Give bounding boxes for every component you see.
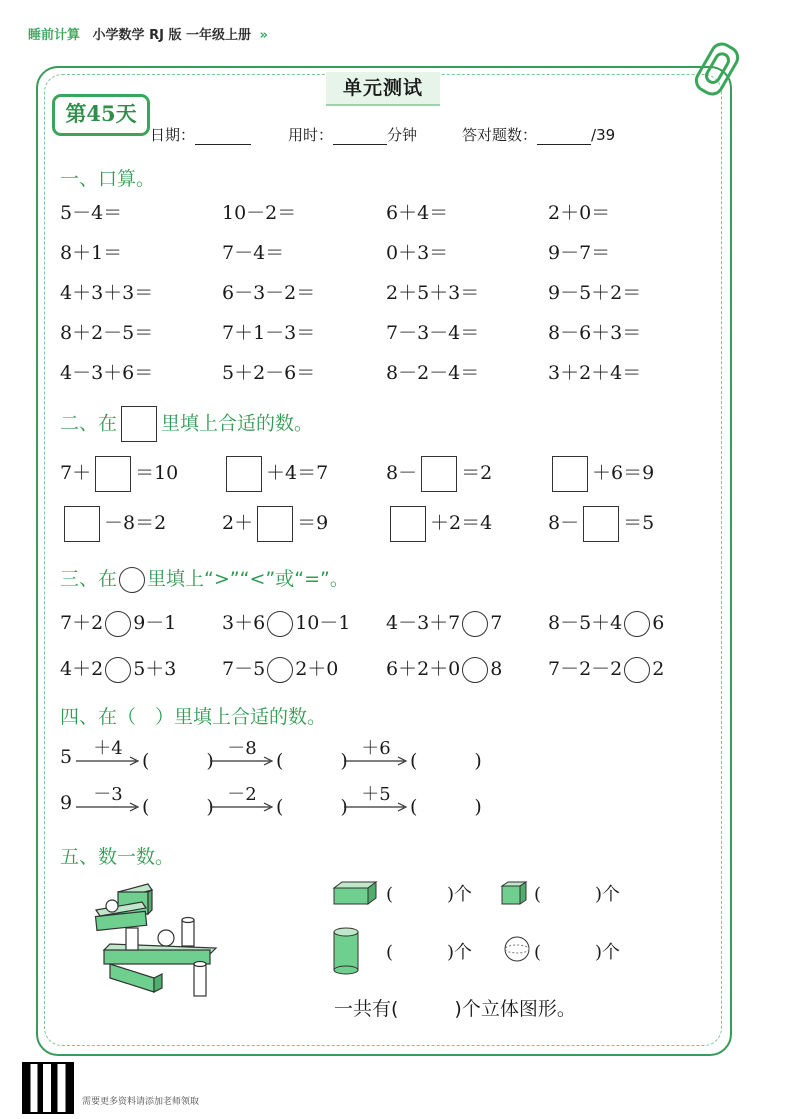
section4-title: 四、在（ ）里填上合适的数。 [60, 706, 327, 728]
oral-problem[interactable]: 6－3－2＝ [222, 282, 316, 304]
cylinder-icon [332, 926, 360, 976]
compare-circle[interactable] [624, 657, 650, 683]
oral-problem[interactable]: 10－2＝ [222, 202, 297, 224]
oral-problem[interactable]: 8＋1＝ [60, 242, 123, 264]
cuboid-icon [332, 880, 378, 906]
time-unit: 分钟 [387, 126, 418, 144]
answer-box[interactable] [552, 456, 588, 492]
oral-problem[interactable]: 0＋3＝ [386, 242, 449, 264]
oral-problem[interactable]: 8－6＋3＝ [548, 322, 642, 344]
oral-problem[interactable]: 7－3－4＝ [386, 322, 480, 344]
fill-box-problem: 7＋ ＝10 [60, 456, 178, 492]
oral-problem[interactable]: 4＋3＋3＝ [60, 282, 154, 304]
answer-paren[interactable]: ( ) [276, 750, 348, 772]
score-field[interactable] [462, 124, 615, 145]
oral-problem[interactable]: 7－4＝ [222, 242, 285, 264]
compare-circle[interactable] [267, 657, 293, 683]
compare-circle[interactable] [105, 611, 131, 637]
answer-paren[interactable]: ( ) [410, 750, 482, 772]
answer-box[interactable] [64, 506, 100, 542]
oral-problem[interactable]: 5－4＝ [60, 202, 123, 224]
total-shapes-question[interactable]: 一共有( )个立体图形。 [334, 998, 576, 1020]
section2-title: 二、在 里填上合适的数。 [60, 406, 313, 442]
answer-paren[interactable]: ( ) [142, 796, 214, 818]
fill-box-problem: 8－ ＝2 [386, 456, 492, 492]
qr-code-icon [22, 1062, 74, 1114]
brand-label: 睡前计算 [28, 28, 81, 43]
oral-problem[interactable]: 2＋0＝ [548, 202, 611, 224]
answer-paren[interactable]: ( ) [276, 796, 348, 818]
oral-problem[interactable]: 9－7＝ [548, 242, 611, 264]
sphere-count[interactable]: ( )个 [534, 942, 621, 963]
compare-problem: 8－5＋4 6 [548, 608, 664, 637]
answer-box[interactable] [390, 506, 426, 542]
score-label: 答对题数： [462, 126, 538, 144]
operation-arrow: ＋4 [76, 738, 140, 768]
oral-problem[interactable]: 4－3＋6＝ [60, 362, 154, 384]
compare-circle[interactable] [267, 611, 293, 637]
time-field[interactable] [288, 124, 417, 145]
oral-problem[interactable]: 8－2－4＝ [386, 362, 480, 384]
page-title: 单元测试 [326, 72, 440, 106]
oral-problem[interactable]: 2＋5＋3＝ [386, 282, 480, 304]
compare-problem: 3＋6 10－1 [222, 608, 350, 637]
compare-problem: 4－3＋7 7 [386, 608, 502, 637]
compare-problem: 6＋2＋0 8 [386, 654, 502, 683]
page-header [28, 24, 268, 43]
cuboid-count[interactable]: ( )个 [386, 884, 473, 905]
circle-icon [119, 567, 145, 593]
oral-problem[interactable]: 3＋2＋4＝ [548, 362, 642, 384]
answer-paren[interactable]: ( ) [410, 796, 482, 818]
chain-start: 5 [60, 746, 73, 768]
oral-problem[interactable]: 9－5＋2＝ [548, 282, 642, 304]
section5-title: 五、数一数。 [60, 846, 175, 868]
operation-arrow: －8 [210, 738, 274, 768]
compare-problem: 7＋2 9－1 [60, 608, 176, 637]
fill-box-problem: －8＝2 [60, 506, 166, 542]
compare-circle[interactable] [462, 611, 488, 637]
cube-count[interactable]: ( )个 [534, 884, 621, 905]
answer-box[interactable] [257, 506, 293, 542]
compare-problem: 4＋2 5＋3 [60, 654, 176, 683]
oral-problem[interactable]: 8＋2－5＝ [60, 322, 154, 344]
section3-title: 三、在 里填上“>”“<”或“=”。 [60, 564, 349, 593]
operation-arrow: －3 [76, 784, 140, 814]
answer-box[interactable] [583, 506, 619, 542]
arrow-icon: » [259, 28, 268, 43]
chain-start: 9 [60, 792, 73, 814]
operation-arrow: －2 [210, 784, 274, 814]
score-total: /39 [591, 126, 616, 144]
fill-box-problem: ＋6＝9 [548, 456, 654, 492]
compare-circle[interactable] [624, 611, 650, 637]
section1-title: 一、口算。 [60, 168, 156, 190]
compare-circle[interactable] [105, 657, 131, 683]
compare-problem: 7－2－2 2 [548, 654, 664, 683]
time-label: 用时： [288, 126, 334, 144]
oral-problem[interactable]: 7＋1－3＝ [222, 322, 316, 344]
operation-arrow: ＋5 [344, 784, 408, 814]
operation-arrow: ＋6 [344, 738, 408, 768]
oral-problem[interactable]: 5＋2－6＝ [222, 362, 316, 384]
compare-circle[interactable] [462, 657, 488, 683]
date-label: 日期： [150, 126, 196, 144]
shapes-stack-illustration [90, 880, 230, 1000]
day-badge: 第45天 [52, 94, 150, 136]
cube-icon [500, 880, 528, 906]
compare-problem: 7－5 2＋0 [222, 654, 338, 683]
fill-box-problem: ＋4＝7 [222, 456, 328, 492]
answer-box[interactable] [226, 456, 262, 492]
answer-box[interactable] [421, 456, 457, 492]
fill-box-problem: 2＋ ＝9 [222, 506, 328, 542]
answer-box-icon [121, 406, 157, 442]
book-title: 小学数学 RJ 版 一年级上册 [92, 28, 251, 43]
oral-problem[interactable]: 6＋4＝ [386, 202, 449, 224]
date-field[interactable] [150, 124, 251, 145]
sphere-icon [502, 934, 532, 964]
answer-box[interactable] [95, 456, 131, 492]
footer-note: 需要更多资料请添加老师领取 [82, 1097, 200, 1107]
fill-box-problem: 8－ ＝5 [548, 506, 654, 542]
answer-paren[interactable]: ( ) [142, 750, 214, 772]
fill-box-problem: ＋2＝4 [386, 506, 492, 542]
cylinder-count[interactable]: ( )个 [386, 942, 473, 963]
